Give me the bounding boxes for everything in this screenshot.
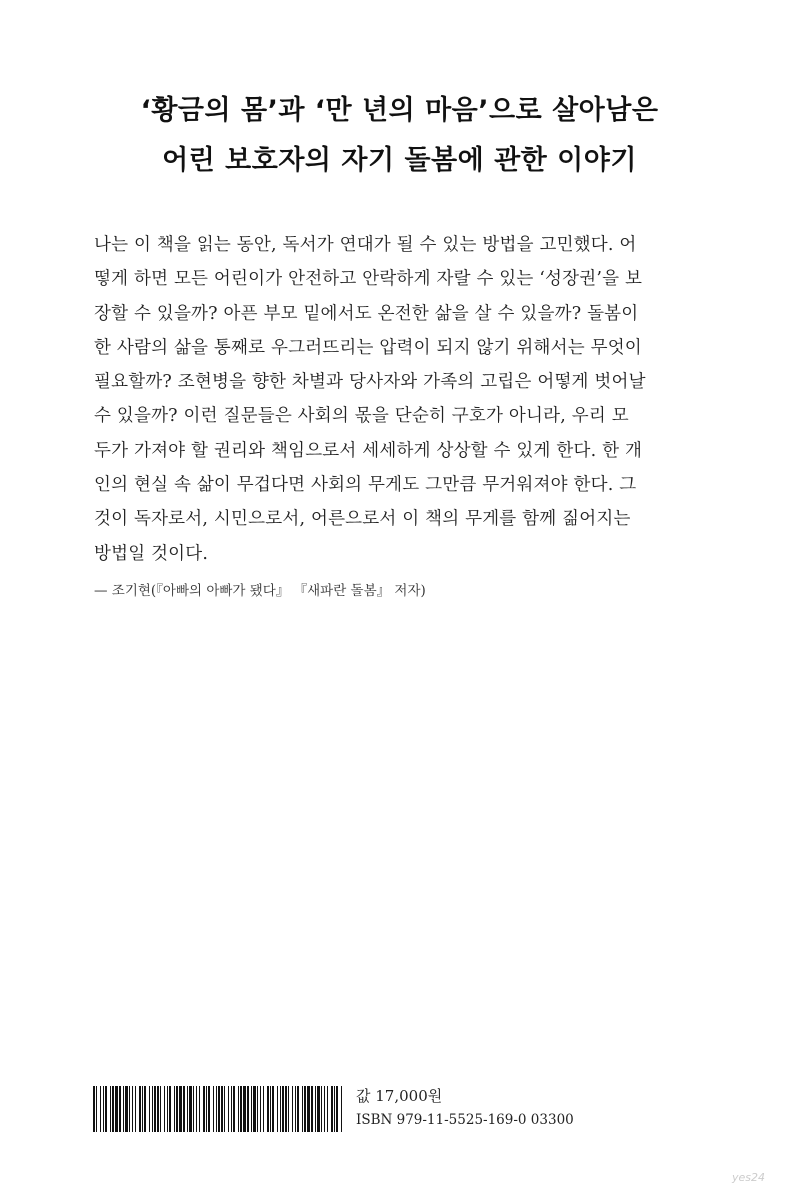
blurb-line: 두가 가져야 할 권리와 책임으로서 세세하게 상상할 수 있게 한다. 한 개: [94, 440, 643, 461]
barcode-bar: [218, 1086, 220, 1132]
barcode-bar: [331, 1086, 333, 1132]
barcode-bar: [272, 1086, 274, 1132]
barcode-bar: [243, 1086, 246, 1132]
barcode-bar: [206, 1086, 207, 1132]
barcode-bar: [280, 1086, 281, 1132]
headline-line-1: ‘황금의 몸’과 ‘만 년의 마음’으로 살아남은: [140, 95, 659, 126]
barcode-icon: [93, 1086, 344, 1132]
barcode-bar: [135, 1086, 136, 1132]
barcode-bar: [253, 1086, 256, 1132]
barcode-bar: [263, 1086, 264, 1132]
barcode-bar: [179, 1086, 182, 1132]
barcode-bar: [295, 1086, 296, 1132]
blurb-paragraph: [94, 228, 714, 571]
barcode-bar: [240, 1086, 242, 1132]
barcode-bar: [297, 1086, 299, 1132]
barcode-bar: [251, 1086, 252, 1132]
barcode-bar: [304, 1086, 306, 1132]
isbn-label: ISBN 979-11-5525-169-0 03300: [356, 1112, 574, 1128]
barcode-bar: [129, 1086, 130, 1132]
barcode-bar: [174, 1086, 175, 1132]
barcode-bar: [103, 1086, 104, 1132]
barcode-bar: [277, 1086, 278, 1132]
barcode-bar: [270, 1086, 271, 1132]
blurb-attribution: — 조기현(『아빠의 아빠가 됐다』 『새파란 돌봄』 저자): [94, 583, 426, 599]
barcode-bar: [183, 1086, 185, 1132]
barcode-bar: [311, 1086, 313, 1132]
barcode-bar: [105, 1086, 107, 1132]
barcode-bar: [110, 1086, 111, 1132]
barcode-bar: [152, 1086, 153, 1132]
barcode-bar: [336, 1086, 338, 1132]
barcode-bar: [142, 1086, 143, 1132]
barcode-bar: [213, 1086, 214, 1132]
barcode-bar: [112, 1086, 114, 1132]
barcode-bar: [224, 1086, 225, 1132]
barcode-bar: [100, 1086, 101, 1132]
barcode-bar: [334, 1086, 335, 1132]
blurb-line: 장할 수 있을까? 아픈 부모 밑에서도 온전한 삶을 살 수 있을까? 돌봄이: [94, 303, 639, 324]
barcode-bar: [144, 1086, 146, 1132]
barcode-bar: [176, 1086, 178, 1132]
barcode-bar: [302, 1086, 303, 1132]
blurb-line: 떻게 하면 모든 어린이가 안전하고 안락하게 자랄 수 있는 ‘성장권’을 보: [94, 269, 643, 290]
barcode-bar: [157, 1086, 159, 1132]
barcode-bar: [307, 1086, 310, 1132]
barcode-bar: [154, 1086, 156, 1132]
barcode-bar: [196, 1086, 197, 1132]
barcode-bar: [125, 1086, 128, 1132]
barcode-bar: [160, 1086, 161, 1132]
barcode-bar: [189, 1086, 192, 1132]
barcode-bar: [203, 1086, 205, 1132]
blurb-line: 방법일 것이다.: [94, 543, 209, 564]
barcode-bar: [317, 1086, 320, 1132]
barcode-bar: [282, 1086, 284, 1132]
blurb-line: 것이 독자로서, 시민으로서, 어른으로서 이 책의 무게를 함께 짊어지는: [94, 509, 631, 530]
barcode-bar: [292, 1086, 293, 1132]
barcode-bar: [149, 1086, 150, 1132]
barcode-bar: [216, 1086, 217, 1132]
barcode-bar: [119, 1086, 121, 1132]
barcode-bar: [247, 1086, 249, 1132]
watermark-logo: yes24: [732, 1171, 766, 1184]
barcode-bar: [228, 1086, 229, 1132]
headline: [0, 86, 799, 186]
blurb-line: 나는 이 책을 읽는 동안, 독서가 연대가 될 수 있는 방법을 고민했다. 어: [94, 235, 637, 255]
barcode-bar: [327, 1086, 328, 1132]
barcode-bar: [164, 1086, 165, 1132]
barcode-bar: [238, 1086, 239, 1132]
barcode-bar: [233, 1086, 235, 1132]
barcode-bar: [167, 1086, 168, 1132]
price-label: 값 17,000원: [356, 1087, 443, 1105]
barcode-bar: [260, 1086, 261, 1132]
blurb-line: 인의 현실 속 삶이 무겁다면 사회의 무게도 그만큼 무거워져야 한다. 그: [94, 475, 637, 496]
barcode-bar: [315, 1086, 316, 1132]
barcode-bar: [123, 1086, 124, 1132]
barcode-bar: [193, 1086, 194, 1132]
headline-line-2: 어린 보호자의 자기 돌봄에 관한 이야기: [162, 145, 637, 176]
blurb-line: 수 있을까? 이런 질문들은 사회의 몫을 단순히 구호가 아니라, 우리 모: [94, 406, 629, 427]
barcode-bar: [288, 1086, 289, 1132]
barcode-bar: [132, 1086, 133, 1132]
barcode-bar: [208, 1086, 210, 1132]
barcode-bar: [115, 1086, 118, 1132]
barcode-bar: [169, 1086, 171, 1132]
barcode-bar: [231, 1086, 232, 1132]
blurb-line: 한 사람의 삶을 통째로 우그러뜨리는 압력이 되지 않기 위해서는 무엇이: [94, 337, 642, 358]
barcode-bar: [324, 1086, 325, 1132]
barcode-bar: [321, 1086, 322, 1132]
barcode-bar: [96, 1086, 97, 1132]
blurb-line: 필요할까? 조현병을 향한 차별과 당사자와 가족의 고립은 어떻게 벗어날: [94, 372, 646, 393]
barcode-bar: [139, 1086, 141, 1132]
barcode-bar: [199, 1086, 200, 1132]
barcode-bar: [93, 1086, 95, 1132]
barcode-bar: [221, 1086, 223, 1132]
barcode-bar: [285, 1086, 287, 1132]
barcode-bar: [257, 1086, 258, 1132]
barcode-bar: [267, 1086, 269, 1132]
barcode-bar: [341, 1086, 342, 1132]
barcode-bar: [187, 1086, 188, 1132]
